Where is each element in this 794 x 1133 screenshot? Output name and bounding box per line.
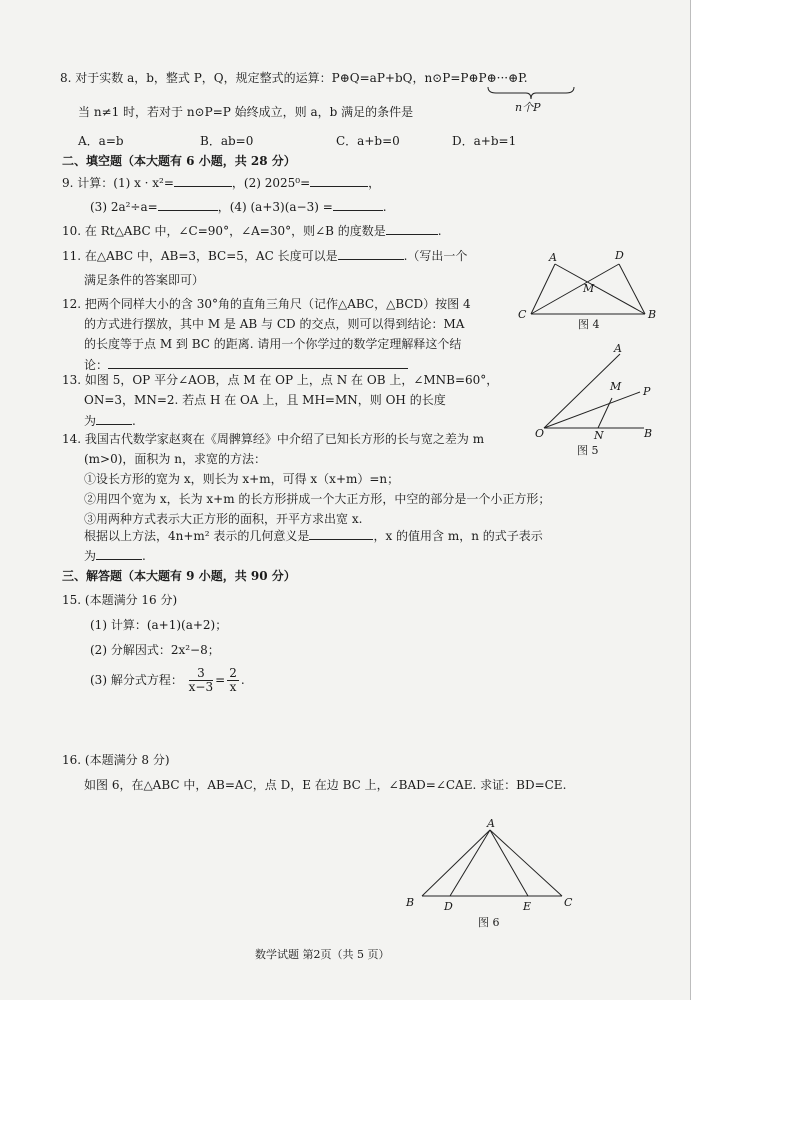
q8-line2: 当 n≠1 时，若对于 n⊙P=P 始终成立，则 a，b 满足的条件是: [78, 105, 414, 119]
q12-line2: 的方式进行摆放，其中 M 是 AB 与 CD 的交点，则可以得到结论：MA: [84, 317, 465, 331]
page-footer: 数学试题 第2页（共 5 页）: [255, 948, 390, 961]
q10-end: .: [437, 224, 442, 238]
q14-step1: ①设长方形的宽为 x，则长为 x+m，可得 x（x+m）=n；: [84, 472, 400, 486]
q9-line1: [62, 174, 380, 191]
q11-line2: 满足条件的答案即可）: [84, 273, 205, 287]
q12-line1: 12. 把两个同样大小的含 30°角的直角三角尺（记作△ABC，△BCD）按图 4: [62, 297, 471, 311]
label-n: N: [594, 429, 604, 440]
q14-step2: ②用四个宽为 x，长为 x+m 的长方形拼成一个大正方形，中空的部分是一个小正方形；: [84, 492, 551, 506]
label-b: B: [644, 427, 653, 440]
q11-note: .（写出一个: [403, 249, 468, 263]
q15-part2: (2) 分解因式：2x²−8；: [90, 643, 220, 657]
answer-blank: [174, 174, 232, 187]
figure-6: [400, 814, 590, 914]
q10-text: 10. 在 Rt△ABC 中，∠C=90°，∠A=30°，则∠B 的度数是: [62, 224, 386, 238]
q13-line3: [84, 412, 136, 429]
answer-blank: [96, 412, 132, 425]
label-m: M: [610, 380, 622, 393]
label-m: M: [583, 282, 595, 295]
q13-line2: ON=3，MN=2. 若点 H 在 OA 上，且 MH=MN，则 OH 的长度: [84, 393, 446, 407]
q10: [62, 222, 442, 239]
q11-text: 11. 在△ABC 中，AB=3，BC=5，AC 长度可以是: [62, 249, 338, 263]
label-e: E: [523, 900, 532, 913]
q11-line1: [62, 247, 467, 264]
q9-part4: (3) 2a²÷a=: [90, 200, 158, 214]
q15-end: .: [240, 673, 245, 687]
q16-title: 16. (本题满分 8 分): [62, 753, 170, 767]
figure-5-caption: 图 5: [577, 444, 599, 457]
q9-part3: ，: [368, 176, 381, 190]
q14-line2: (m>0)，面积为 n，求宽的方法：: [84, 452, 266, 466]
q14-question2: ，x 的值用含 m，n 的式子表示: [373, 529, 543, 543]
answer-blank: [96, 547, 142, 560]
q14-line1: 14. 我国古代数学家赵爽在《周髀算经》中介绍了已知长方形的长与宽之差为 m: [62, 432, 485, 446]
answer-blank: [386, 222, 438, 235]
answer-blank: [338, 247, 404, 260]
answer-blank: [108, 356, 408, 369]
q9-line2: [90, 198, 387, 215]
q13-line1: 13. 如图 5，OP 平分∠AOB，点 M 在 OP 上，点 N 在 OB 上，∠MNB=60°，: [62, 373, 499, 387]
label-d: D: [615, 249, 624, 262]
label-a: A: [487, 817, 495, 830]
figure-4-caption: 图 4: [578, 318, 600, 331]
q8-option-c: C．a+b=0: [336, 134, 400, 148]
label-a: A: [614, 342, 622, 355]
q14-question: 根据以上方法，4n+m² 表示的几何意义是: [84, 529, 310, 543]
q14-step3: ③用两种方式表示大正方形的面积，开平方求出宽 x.: [84, 512, 363, 526]
q14-line7: [84, 547, 146, 564]
q13-prefix: 为: [84, 414, 97, 428]
q8-option-d: D．a+b=1: [452, 134, 517, 148]
q8-brace-label: n个P: [515, 101, 541, 114]
q8-option-a: A．a=b: [78, 134, 124, 148]
q12-line4: [84, 356, 408, 373]
figure-6-caption: 图 6: [478, 916, 500, 929]
q9-part5: ，(4) (a+3)(a−3) =: [217, 200, 333, 214]
label-b: B: [406, 896, 415, 909]
section-3-heading: 三、解答题（本大题有 9 小题，共 90 分）: [62, 569, 296, 583]
fraction-2: $\frac{2}{x}$: [229, 666, 237, 694]
q15-part3-label: (3) 解分式方程：: [90, 673, 183, 687]
q15-title: 15. (本题满分 16 分): [62, 593, 178, 607]
fraction-1: $\frac{3}{x-3}$: [188, 666, 214, 694]
label-b: B: [648, 308, 657, 321]
q9-part6: .: [382, 200, 387, 214]
q15-part1: (1) 计算：(a+1)(a+2)；: [90, 618, 228, 632]
q12-line3: 的长度等于点 M 到 BC 的距离. 请用一个你学过的数学定理解释这个结: [84, 337, 462, 351]
q14-end: .: [142, 549, 146, 563]
q9-part1: 9. 计算：(1) x · x²=: [62, 176, 174, 190]
label-c: C: [518, 308, 527, 321]
q13-end: .: [132, 414, 136, 428]
answer-blank: [309, 527, 373, 540]
answer-blank: [333, 198, 383, 211]
q8-option-b: B．ab=0: [200, 134, 254, 148]
q8-line1: 8. 对于实数 a，b，整式 P，Q，规定整式的运算：P⊕Q=aP+bQ，n⊙P=P⊕P⊕···⊕P.: [60, 71, 528, 85]
q9-part2: ，(2) 2025⁰=: [231, 176, 311, 190]
label-o: O: [535, 427, 545, 440]
label-p: P: [643, 385, 651, 398]
q12-label: 论：: [84, 358, 109, 372]
label-c: C: [564, 896, 573, 909]
label-a: A: [549, 251, 557, 264]
q14-line6: [84, 527, 543, 544]
answer-blank: [310, 174, 368, 187]
answer-blank: [158, 198, 218, 211]
figure-5: [532, 340, 662, 440]
equals-sign: =: [215, 673, 226, 687]
section-2-heading: 二、填空题（本大题有 6 小题，共 28 分）: [62, 154, 296, 168]
q16-body: 如图 6，在△ABC 中，AB=AC，点 D，E 在边 BC 上，∠BAD=∠CAE. 求证：BD=CE.: [84, 778, 567, 792]
label-d: D: [444, 900, 453, 913]
q15-part3: [90, 664, 245, 696]
q14-prefix: 为: [84, 549, 97, 563]
